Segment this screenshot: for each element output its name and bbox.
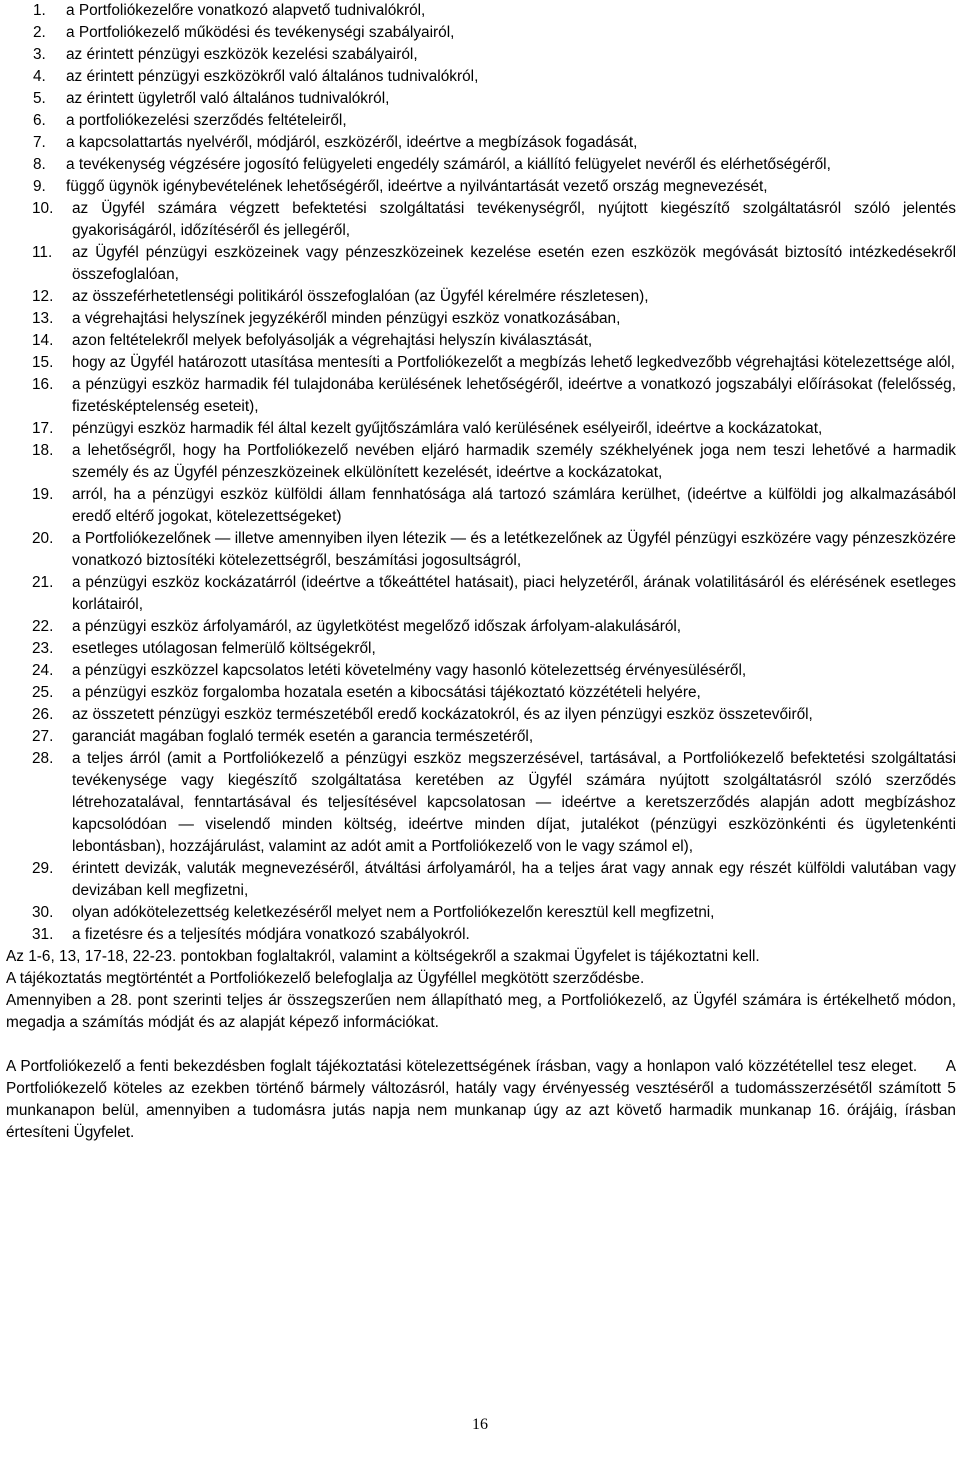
list-item-text: a pénzügyi eszközzel kapcsolatos letéti követelmény vagy hasonló kötelezettség érvényesüléséről, <box>72 662 747 679</box>
list-item-text: a végrehajtási helyszínek jegyzékéről minden pénzügyi eszköz vonatkozásában, <box>72 310 621 327</box>
numbered-list <box>6 0 956 946</box>
list-item-text: a Portfoliókezelő működési és tevékenységi szabályairól, <box>66 24 455 41</box>
list-item <box>6 176 956 198</box>
list-item <box>6 44 956 66</box>
list-item-text: a pénzügyi eszköz harmadik fél tulajdonába kerülésének lehetőségéről, ideértve a vonatkozó jogszabályi előírásokat (felelősség, fizetésképtelenség eseteit), <box>72 376 956 415</box>
list-item <box>6 528 956 572</box>
list-item-text: a Portfoliókezelőre vonatkozó alapvető tudnivalókról, <box>66 2 426 19</box>
list-item <box>6 484 956 528</box>
list-item-number: 11. <box>32 244 53 261</box>
list-item-number: 8. <box>33 156 46 173</box>
list-item-text: az összeférhetetlenségi politikáról összefoglalóan (az Ügyfél kérelmére részletesen), <box>72 288 649 305</box>
list-item <box>6 308 956 330</box>
list-item-number: 22. <box>32 618 54 635</box>
list-item-text: az Ügyfél számára végzett befektetési szolgáltatási tevékenységről, nyújtott kiegészítő szolgáltatásról szóló jelentés gyakoriságáról, időzítéséről és jellegéről, <box>72 200 956 239</box>
list-item-text: a kapcsolattartás nyelvéről, módjáról, eszközéről, ideértve a megbízások fogadását, <box>66 134 638 151</box>
paragraph-publication-duty: A Portfoliókezelő a fenti bekezdésben foglalt tájékoztatási kötelezettségének írásban, vagy a honlapon való közzététellel tesz eleget. A Portfoliókezelő köteles az ezekben történő bármely változásról, hatály vagy érvényesség vesztéséről a tudomásszerzésétől számított 5 munkanapon belül, amennyiben a tudomásra jutás napja nem munkanap úgy az azt követő harmadik munkanap 16. órájáig, írásban értesíteni Ügyfelet. <box>6 1058 960 1141</box>
list-item <box>6 858 956 902</box>
list-item-text: garanciát magában foglaló termék esetén a garancia természetéről, <box>72 728 534 745</box>
list-item-number: 1. <box>33 2 46 19</box>
list-item <box>6 660 956 682</box>
paragraph-costs-notice: Az 1-6, 13, 17-18, 22-23. pontokban foglaltakról, valamint a költségekről a szakmai Ügyfelet is tájékoztatni kell. <box>6 948 760 965</box>
list-item-number: 19. <box>32 486 54 503</box>
list-item-number: 5. <box>33 90 46 107</box>
list-item <box>6 154 956 176</box>
list-item-text: a fizetésre és a teljesítés módjára vonatkozó szabályokról. <box>72 926 470 943</box>
list-item-text: a pénzügyi eszköz árfolyamáról, az ügyletkötést megelőző időszak árfolyam-alakulásáról, <box>72 618 682 635</box>
list-item-text: a Portfoliókezelőnek — illetve amennyiben ilyen létezik — és a letétkezelőnek az Ügyfél pénzügyi eszközére vagy pénzeszközére vonatkozó biztosítéki kötelezettségről, beszámítási jogosultságról, <box>72 530 956 569</box>
list-item <box>6 638 956 660</box>
list-item-number: 7. <box>33 134 46 151</box>
list-item <box>6 616 956 638</box>
list-item <box>6 330 956 352</box>
list-item-text: a lehetőségről, hogy ha Portfoliókezelő nevében eljáró harmadik személy székhelyének joga nem teszi lehetővé a harmadik személy és az Ügyfél pénzeszközeinek elkülönített kezelését, ideértve a kockázatokat, <box>72 442 956 481</box>
list-item-text: a tevékenység végzésére jogosító felügyeleti engedély számáról, a kiállító felügyelet nevéről és elérhetőségéről, <box>66 156 831 173</box>
list-item <box>6 22 956 44</box>
list-item <box>6 242 956 286</box>
list-item-text: esetleges utólagosan felmerülő költségekről, <box>72 640 376 657</box>
list-item-text: pénzügyi eszköz harmadik fél által kezelt gyűjtőszámlára való kerülésének esélyeiről, ideértve a kockázatokat, <box>72 420 823 437</box>
list-item <box>6 132 956 154</box>
list-item-number: 18. <box>32 442 54 459</box>
list-item <box>6 88 956 110</box>
list-item-number: 25. <box>32 684 54 701</box>
list-item <box>6 0 956 22</box>
list-item-text: a pénzügyi eszköz forgalomba hozatala esetén a kibocsátási tájékoztató közzétételi helyére, <box>72 684 701 701</box>
list-item-text: az Ügyfél pénzügyi eszközeinek vagy pénzeszközeinek kezelése esetén ezen eszközök megóvását biztosító intézkedésekről összefoglalóan, <box>72 244 956 283</box>
list-item-number: 24. <box>32 662 54 679</box>
list-item-number: 20. <box>32 530 54 547</box>
list-item-number: 2. <box>33 24 46 41</box>
list-item <box>6 286 956 308</box>
list-item-text: azon feltételekről melyek befolyásolják a végrehajtási helyszín kiválasztását, <box>72 332 593 349</box>
list-item <box>6 726 956 748</box>
list-item <box>6 704 956 726</box>
list-item <box>6 748 956 858</box>
list-item-number: 30. <box>32 904 54 921</box>
list-item-text: hogy az Ügyfél határozott utasítása mentesíti a Portfoliókezelőt a megbízás lehető legkedvezőbb végrehajtási kötelezettsége alól, <box>72 354 955 371</box>
list-item <box>6 682 956 704</box>
list-item-text: az összetett pénzügyi eszköz természetéből eredő kockázatokról, és az ilyen pénzügyi eszköz összetevőiről, <box>72 706 813 723</box>
list-item-text: az érintett pénzügyi eszközökről való általános tudnivalókról, <box>66 68 479 85</box>
list-item <box>6 440 956 484</box>
list-item <box>6 902 956 924</box>
paragraph-contract-inclusion: A tájékoztatás megtörténtét a Portfoliókezelő belefoglalja az Ügyféllel megkötött szerződésbe. <box>6 970 645 987</box>
list-item-number: 23. <box>32 640 54 657</box>
paragraph-spacer <box>6 1034 956 1056</box>
list-item-text: az érintett ügyletről való általános tudnivalókról, <box>66 90 390 107</box>
list-item-number: 16. <box>32 376 54 393</box>
list-item-number: 29. <box>32 860 54 877</box>
list-item-number: 27. <box>32 728 54 745</box>
list-item <box>6 572 956 616</box>
list-item-text: függő ügynök igénybevételének lehetőségéről, ideértve a nyilvántartását vezető ország megnevezését, <box>66 178 768 195</box>
list-item-number: 6. <box>33 112 46 129</box>
list-item-number: 31. <box>32 926 54 943</box>
list-item <box>6 352 956 374</box>
list-item-number: 14. <box>32 332 54 349</box>
list-item-number: 12. <box>32 288 54 305</box>
list-item-number: 17. <box>32 420 54 437</box>
list-item-number: 15. <box>32 354 54 371</box>
document-page <box>6 0 960 1144</box>
list-item-number: 3. <box>33 46 46 63</box>
list-item-text: a portfoliókezelési szerződés feltételeiről, <box>66 112 347 129</box>
list-item-text: a pénzügyi eszköz kockázatárról (ideértve a tőkeáttétel hatásait), piaci helyzetéről, árának volatilitásáról és elérésének esetleges korlátairól, <box>72 574 956 613</box>
list-item-number: 26. <box>32 706 54 723</box>
list-item <box>6 418 956 440</box>
list-item-number: 21. <box>32 574 54 591</box>
list-item-number: 10. <box>32 200 54 217</box>
page-number: 16 <box>472 1416 488 1433</box>
list-item-text: érintett devizák, valuták megnevezéséről, átváltási árfolyamáról, ha a teljes árat vagy annak egy részét külföldi valutában vagy devizában kell megfizetni, <box>72 860 956 899</box>
list-item <box>6 198 956 242</box>
list-item-number: 13. <box>32 310 54 327</box>
list-item <box>6 374 956 418</box>
list-item-number: 4. <box>33 68 46 85</box>
paragraph-total-price: Amennyiben a 28. pont szerinti teljes ár összegszerűen nem állapítható meg, a Portfoliókezelő, az Ügyfél számára is értékelhető módon, megadja a számítás módját és az alapját képező információkat. <box>6 992 956 1031</box>
list-item <box>6 66 956 88</box>
list-item <box>6 924 956 946</box>
list-item-number: 9. <box>33 178 46 195</box>
list-item-number: 28. <box>32 750 54 767</box>
list-item-text: az érintett pénzügyi eszközök kezelési szabályairól, <box>66 46 418 63</box>
list-item <box>6 110 956 132</box>
list-item-text: a teljes árról (amit a Portfoliókezelő a pénzügyi eszköz megszerzésével, tartásával, a Portfoliókezelő befektetési szolgáltatási tevékenysége vagy kiegészítő szolgáltatása keretében az Ügyfél számára nyújtott szolgáltatásról szóló szerződés létrehozatalával, fenntartásával és teljesítésével kapcsolatosan — ideértve a keretszerződés alapján adott megbízáshoz kapcsolódóan — viselendő minden költség, ideértve minden díjat, jutalékot (pénzügyi eszközönkénti és ügyletenkénti lebontásban), hozzájárulást, valamint az adót amit a Portfoliókezelő von le vagy számol el), <box>72 750 956 855</box>
list-item-text: olyan adókötelezettség keletkezéséről melyet nem a Portfoliókezelőn keresztül kell megfizetni, <box>72 904 715 921</box>
list-item-text: arról, ha a pénzügyi eszköz külföldi állam fennhatósága alá tartozó számlára kerülhet, (ideértve a külföldi jog alkalmazásából eredő eltérő jogokat, kötelezettségeket) <box>72 486 956 525</box>
